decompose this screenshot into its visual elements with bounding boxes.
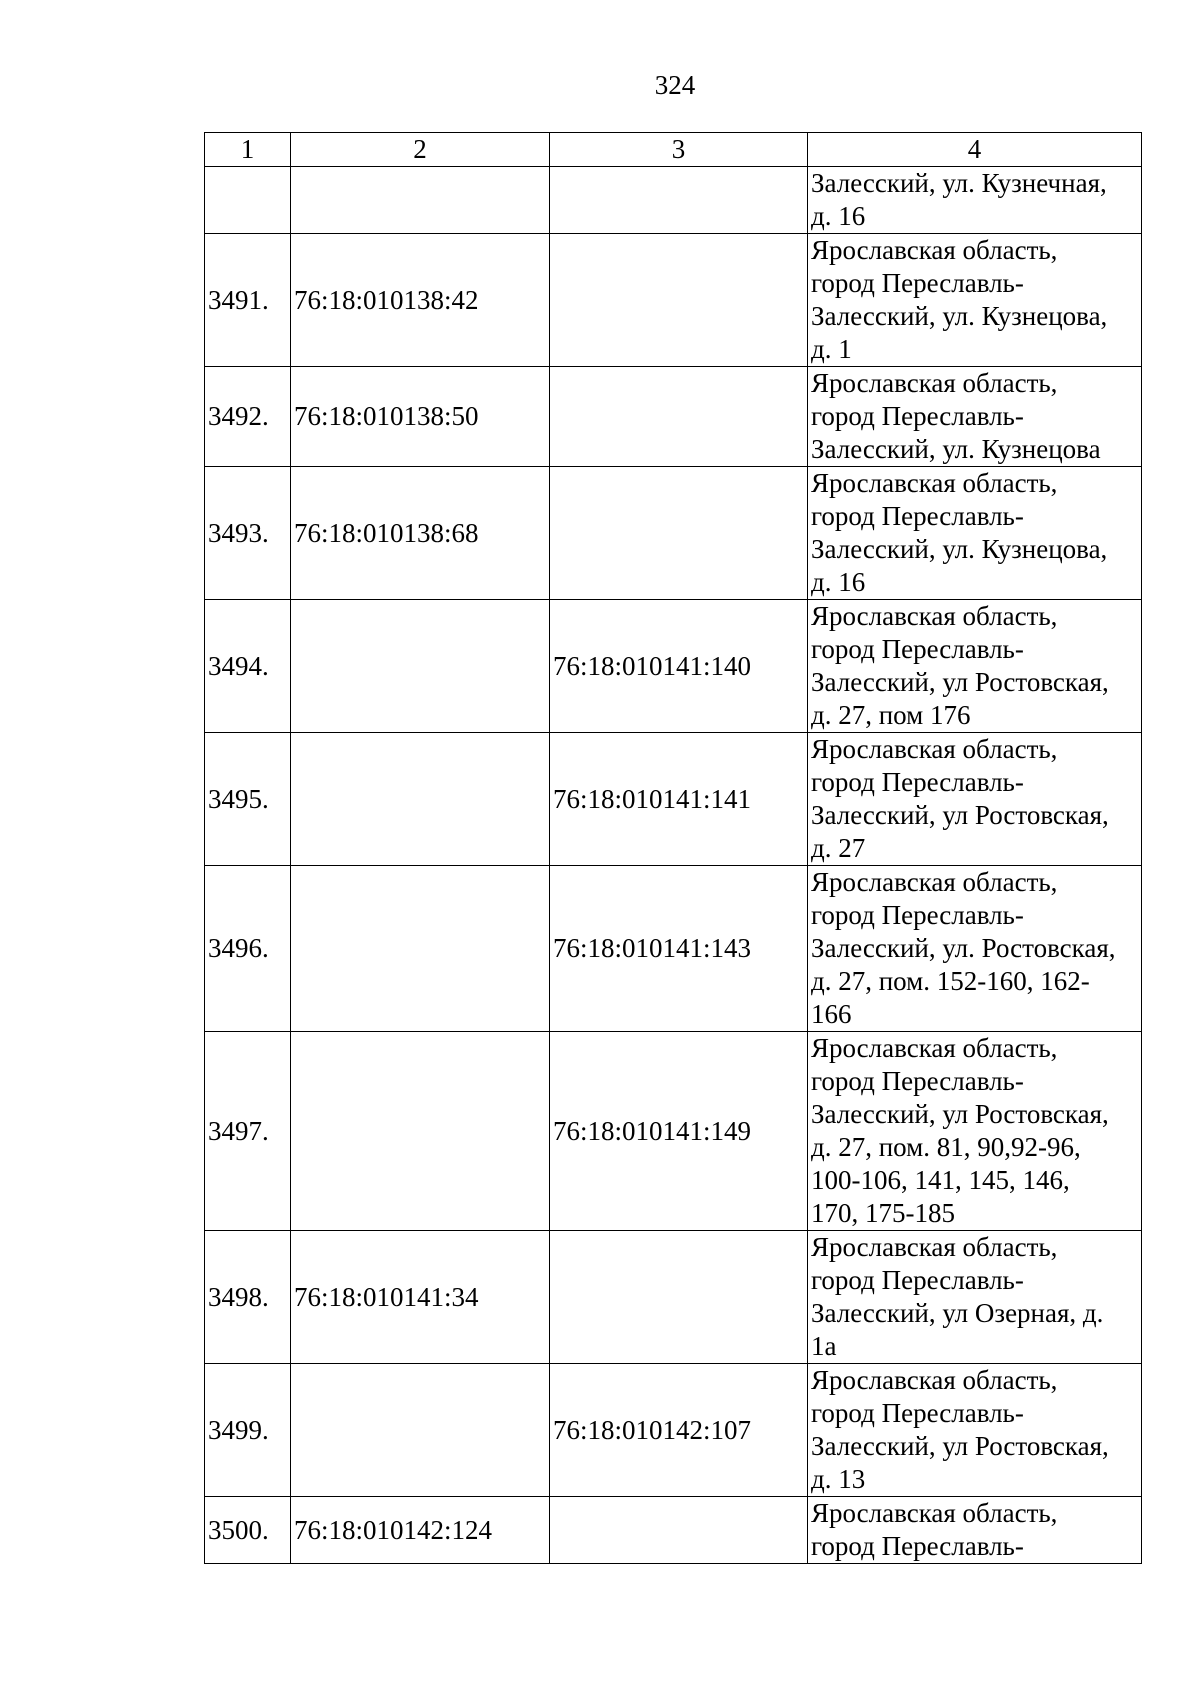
address-cell: Ярославская область, город Переславль- Залесский, ул. Кузнецова (808, 367, 1142, 467)
row-number-cell (205, 167, 291, 234)
row-number-cell: 3498. (205, 1231, 291, 1364)
cadastral-land-cell: 76:18:010138:68 (291, 467, 550, 600)
row-number-cell: 3500. (205, 1497, 291, 1564)
cadastral-building-cell: 76:18:010141:140 (550, 600, 808, 733)
table-row (205, 1032, 1142, 1231)
cadastral-land-cell (291, 866, 550, 1032)
cadastral-building-cell (550, 167, 808, 234)
row-number-cell: 3495. (205, 733, 291, 866)
column-header-3: 3 (550, 133, 808, 167)
column-header-2: 2 (291, 133, 550, 167)
row-number-cell: 3493. (205, 467, 291, 600)
cadastral-building-cell (550, 367, 808, 467)
row-number-cell: 3494. (205, 600, 291, 733)
address-cell: Ярославская область, город Переславль- Залесский, ул. Кузнецова, д. 1 (808, 234, 1142, 367)
register-table (204, 132, 1142, 1564)
address-cell: Ярославская область, город Переславль- (808, 1497, 1142, 1564)
address-cell: Ярославская область, город Переславль- Залесский, ул Ростовская, д. 27, пом 176 (808, 600, 1142, 733)
table-row (205, 1497, 1142, 1564)
cadastral-land-cell: 76:18:010138:42 (291, 234, 550, 367)
cadastral-building-cell (550, 234, 808, 367)
column-header-1: 1 (205, 133, 291, 167)
cadastral-land-cell (291, 600, 550, 733)
table-row (205, 866, 1142, 1032)
cadastral-land-cell (291, 1364, 550, 1497)
cadastral-land-cell (291, 1032, 550, 1231)
cadastral-building-cell: 76:18:010141:143 (550, 866, 808, 1032)
row-number-cell: 3491. (205, 234, 291, 367)
table-row (205, 1231, 1142, 1364)
table-header-row (205, 133, 1142, 167)
cadastral-land-cell: 76:18:010142:124 (291, 1497, 550, 1564)
table-row (205, 467, 1142, 600)
cadastral-building-cell (550, 1231, 808, 1364)
table-row (205, 367, 1142, 467)
column-header-4: 4 (808, 133, 1142, 167)
cadastral-building-cell (550, 467, 808, 600)
cadastral-building-cell: 76:18:010141:141 (550, 733, 808, 866)
table-row (205, 234, 1142, 367)
address-cell: Ярославская область, город Переславль- Залесский, ул Озерная, д. 1а (808, 1231, 1142, 1364)
page-number: 324 (654, 70, 696, 100)
address-cell: Ярославская область, город Переславль- Залесский, ул. Кузнецова, д. 16 (808, 467, 1142, 600)
cadastral-building-cell: 76:18:010142:107 (550, 1364, 808, 1497)
address-cell: Ярославская область, город Переславль- Залесский, ул. Ростовская, д. 27, пом. 152-160, 162- 166 (808, 866, 1142, 1032)
address-cell: Ярославская область, город Переславль- Залесский, ул Ростовская, д. 27, пом. 81, 90,92-96, 100-106, 141, 145, 146, 170, 175-185 (808, 1032, 1142, 1231)
cadastral-building-cell (550, 1497, 808, 1564)
row-number-cell: 3497. (205, 1032, 291, 1231)
cadastral-land-cell (291, 167, 550, 234)
table-row (205, 733, 1142, 866)
table-row (205, 167, 1142, 234)
table-row (205, 600, 1142, 733)
cadastral-land-cell (291, 733, 550, 866)
address-cell: Залесский, ул. Кузнечная, д. 16 (808, 167, 1142, 234)
row-number-cell: 3496. (205, 866, 291, 1032)
cadastral-land-cell: 76:18:010138:50 (291, 367, 550, 467)
address-cell: Ярославская область, город Переславль- Залесский, ул Ростовская, д. 27 (808, 733, 1142, 866)
address-cell: Ярославская область, город Переславль- Залесский, ул Ростовская, д. 13 (808, 1364, 1142, 1497)
cadastral-land-cell: 76:18:010141:34 (291, 1231, 550, 1364)
row-number-cell: 3499. (205, 1364, 291, 1497)
row-number-cell: 3492. (205, 367, 291, 467)
cadastral-building-cell: 76:18:010141:149 (550, 1032, 808, 1231)
table-row (205, 1364, 1142, 1497)
